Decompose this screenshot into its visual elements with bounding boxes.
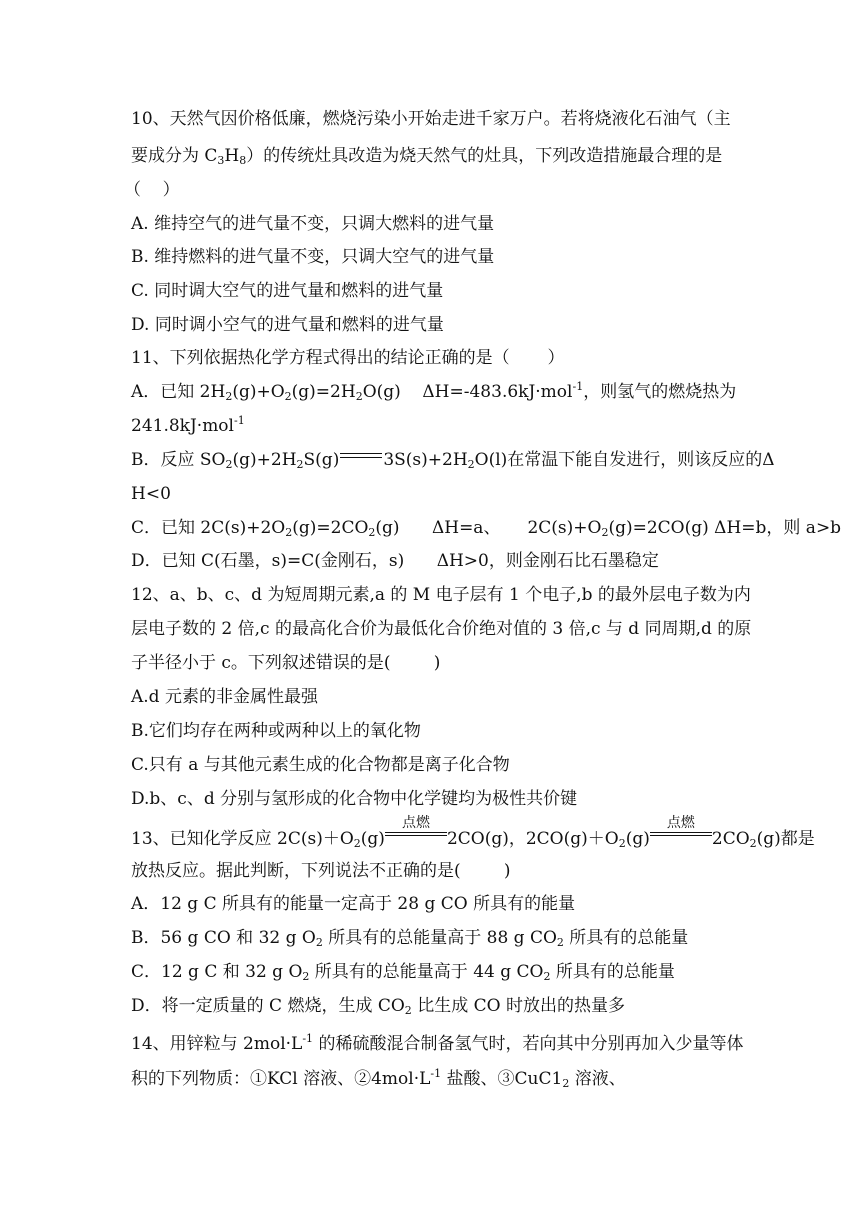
q13-option-a: A．12 g C 所具有的能量一定高于 28 g CO 所具有的能量 bbox=[131, 894, 576, 914]
q11-option-c: C．已知 $2C(s)+2O_2(g)=2CO_2(g)$ ΔH=a、 $2C(s)+O_2(g)=2CO(g)$ ΔH=b，则 a>b bbox=[131, 518, 842, 539]
q14-line-2: 积的下列物质：①KCl 溶液、$②4mol\cdot L^{-1}$ 盐酸、$③CuC1_2$ 溶液、 bbox=[131, 1067, 626, 1090]
q10-line-2: 要成分为 $C_3H_8$）的传统灶具改造为烧天然气的灶具，下列改造措施最合理的是 bbox=[131, 146, 723, 167]
q10-answer-blank: （ ） bbox=[124, 180, 180, 200]
q10-option-c: C. 同时调大空气的进气量和燃料的进气量 bbox=[131, 281, 444, 301]
q11-option-d: D．已知 C(石墨，s)=C(金刚石，s) ΔH>0，则金刚石比石墨稳定 bbox=[131, 551, 659, 571]
q13-option-b: B．56 g CO 和 32 g $O_2$ 所具有的总能量高于 88 g $CO_2$ 所具有的总能量 bbox=[131, 928, 689, 949]
q11-option-a: A．已知 $2H_2(g)+O_2(g)=2H_2O(g)$ ΔH=-483.6kJ·mol$^{-1}$，则氢气的燃烧热为 bbox=[131, 380, 737, 403]
equals-sign-icon bbox=[340, 452, 382, 462]
q11-option-b: B．反应 $SO_2(g)+2H_2S(g)$ $3S(s)+2H_2O(l)$在常温下能自发进行，则该反应的Δ bbox=[131, 450, 775, 471]
q11-stem: 11、下列依据热化学方程式得出的结论正确的是（ ） bbox=[131, 348, 565, 368]
q12-option-d: D.b、c、d 分别与氢形成的化合物中化学键均为极性共价键 bbox=[131, 789, 578, 809]
q10-option-a: A. 维持空气的进气量不变，只调大燃料的进气量 bbox=[131, 214, 495, 234]
q11-option-b-cont: H<0 bbox=[131, 484, 171, 504]
q12-line-1: 12、a、b、c、d 为短周期元素,a 的 M 电子层有 1 个电子,b 的最外层电子数为内 bbox=[131, 585, 751, 605]
q12-option-c: C.只有 a 与其他元素生成的化合物都是离子化合物 bbox=[131, 755, 510, 775]
q13-line-2: 放热反应。据此判断，下列说法不正确的是( ) bbox=[131, 861, 511, 881]
q12-line-3: 子半径小于 c。下列叙述错误的是( ) bbox=[131, 653, 441, 673]
q12-option-a: A.d 元素的非金属性最强 bbox=[131, 687, 318, 707]
q13-stem: 13、已知化学反应 $2C(s)+O_2(g)$ 点燃 2CO(g)，$2CO(g)+O_2(g)$ 点燃 $2CO_2(g)$都是 bbox=[131, 815, 815, 850]
q12-option-b: B.它们均存在两种或两种以上的氧化物 bbox=[131, 721, 421, 741]
q10-option-d: D. 同时调小空气的进气量和燃料的进气量 bbox=[131, 315, 444, 335]
q10-line-1: 10、天然气因价格低廉，燃烧污染小开始走进千家万户。若将烧液化石油气（主 bbox=[131, 109, 731, 129]
q13-option-d: D．将一定质量的 C 燃烧，生成 $CO_2$ 比生成 CO 时放出的热量多 bbox=[131, 996, 625, 1017]
q10-option-b: B. 维持燃料的进气量不变，只调大空气的进气量 bbox=[131, 247, 495, 267]
reaction-arrow-icon: 点燃 bbox=[650, 826, 712, 840]
q12-line-2: 层电子数的 2 倍,c 的最高化合价为最低化合价绝对值的 3 倍,c 与 d 同周期,d 的原 bbox=[131, 619, 752, 639]
q11-option-a-cont: 241.8kJ·mol$^{-1}$ bbox=[131, 414, 245, 436]
reaction-arrow-icon: 点燃 bbox=[385, 826, 447, 840]
q13-option-c: C．12 g C 和 32 g $O_2$ 所具有的总能量高于 44 g $CO_2$ 所具有的总能量 bbox=[131, 962, 675, 983]
q14-line-1: 14、用锌粒与 $2mol\cdot L^{-1}$ 的稀硫酸混合制备氢气时，若向其中分别再加入少量等体 bbox=[131, 1032, 744, 1054]
